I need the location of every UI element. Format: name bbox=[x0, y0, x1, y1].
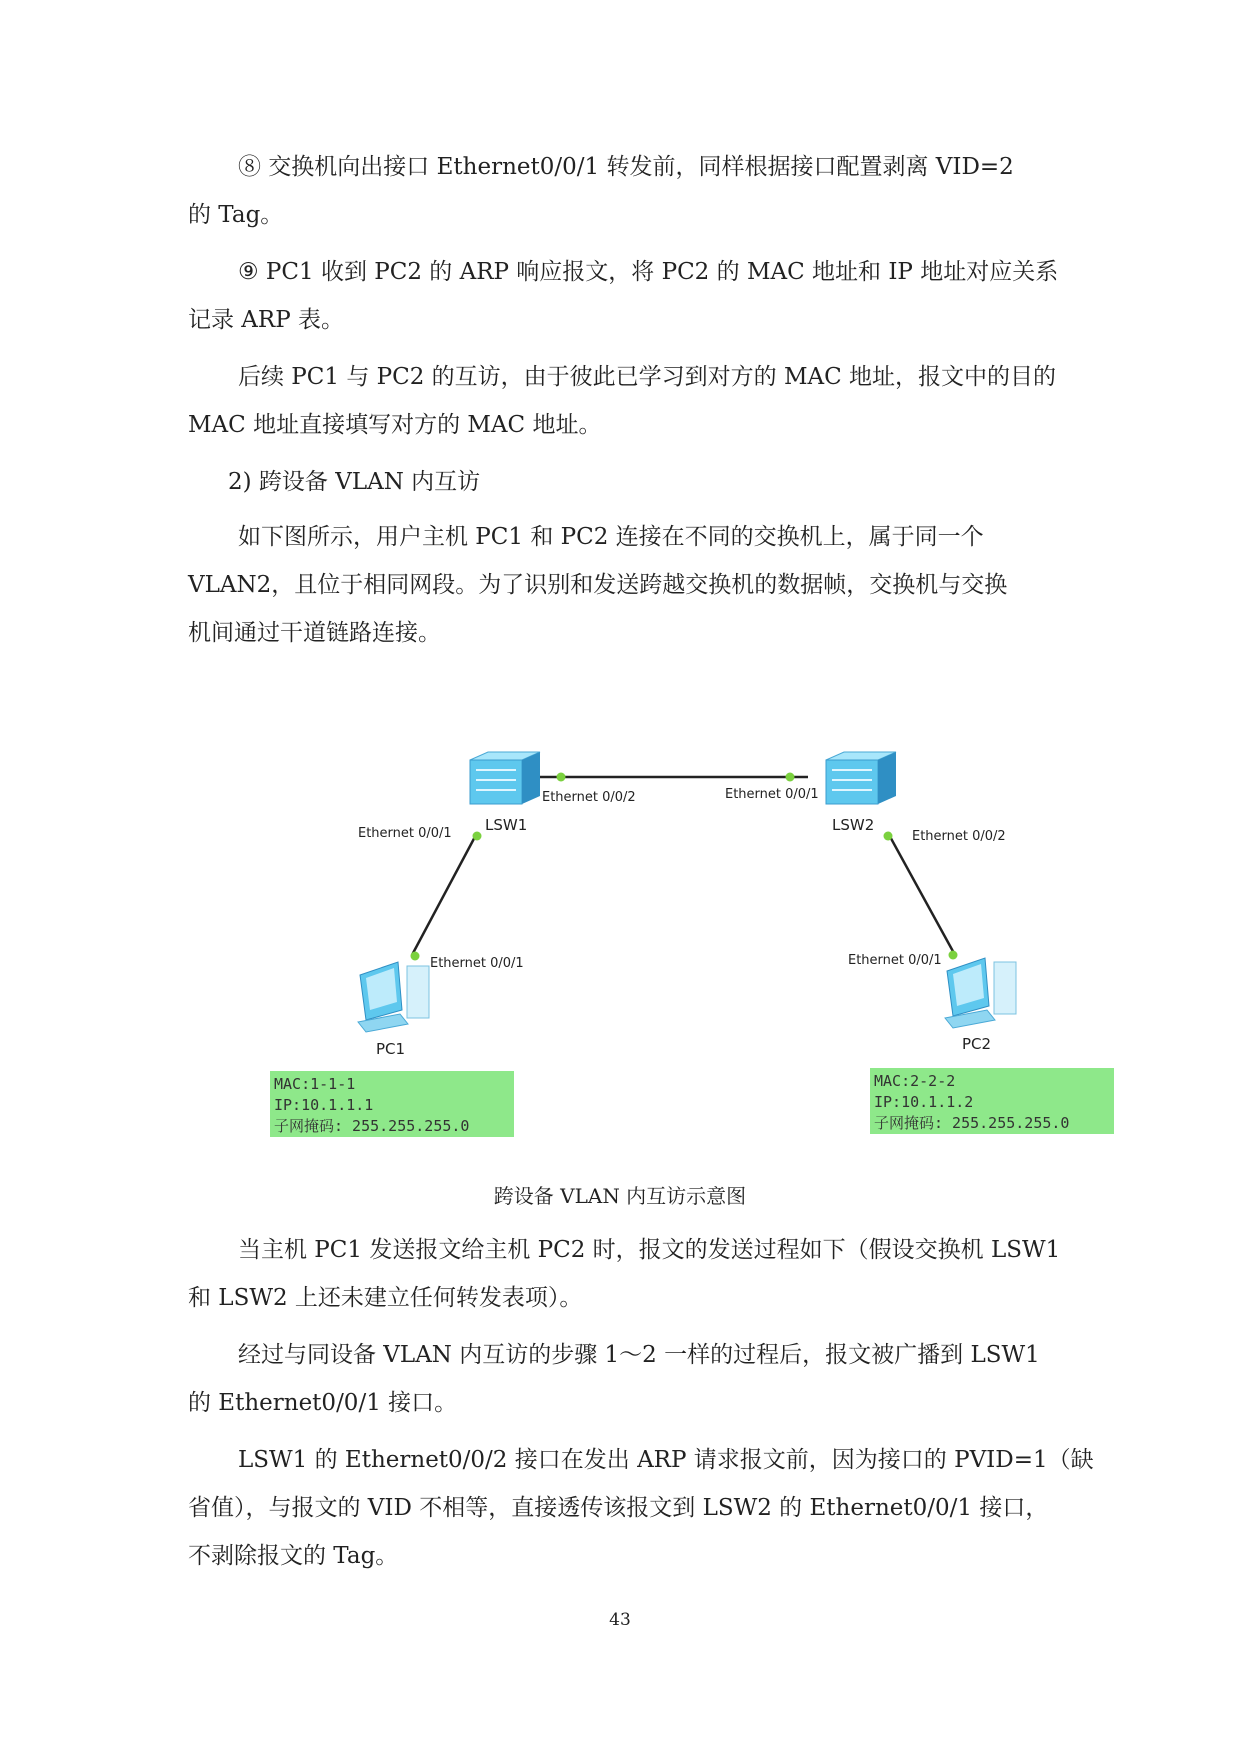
port-dot bbox=[557, 773, 566, 782]
port-dot bbox=[473, 832, 482, 841]
para-intro-line1: 如下图所示，用户主机 PC1 和 PC2 连接在不同的交换机上，属于同一个 bbox=[238, 524, 984, 550]
pc1-mask: 子网掩码: 255.255.255.0 bbox=[274, 1117, 470, 1135]
para-step9-line2: 记录 ARP 表。 bbox=[188, 307, 345, 333]
para-step8-line1: ⑧ 交换机向出接口 Ethernet0/0/1 转发前，同样根据接口配置剥离 VID=2 bbox=[238, 154, 1014, 180]
port-dot bbox=[884, 832, 893, 841]
section-heading: 2) 跨设备 VLAN 内互访 bbox=[228, 469, 481, 495]
para-pvid-line2: 省值），与报文的 VID 不相等，直接透传该报文到 LSW2 的 Ethernet0/0/1 接口， bbox=[188, 1495, 1049, 1521]
pc1-label: PC1 bbox=[376, 1040, 406, 1058]
para-broadcast-line1: 经过与同设备 VLAN 内互访的步骤 1～2 一样的过程后，报文被广播到 LSW1 bbox=[238, 1342, 1040, 1368]
pc2-port-label: Ethernet 0/0/1 bbox=[848, 953, 942, 968]
para-followup-line1: 后续 PC1 与 PC2 的互访，由于彼此已学习到对方的 MAC 地址，报文中的目的 bbox=[238, 364, 1057, 390]
pc-icon-pc2 bbox=[945, 958, 1016, 1028]
page-number: 43 bbox=[609, 1610, 631, 1630]
pc1-info-box bbox=[270, 1071, 514, 1137]
lsw2-label: LSW2 bbox=[832, 816, 875, 834]
pc2-mac: MAC:2-2-2 bbox=[874, 1072, 956, 1090]
lsw2-port-e1-label: Ethernet 0/0/1 bbox=[725, 787, 819, 802]
pc2-mask: 子网掩码: 255.255.255.0 bbox=[874, 1114, 1070, 1132]
port-dot bbox=[949, 951, 958, 960]
switch-icon-lsw1 bbox=[470, 752, 540, 804]
lsw1-port-e1-label: Ethernet 0/0/1 bbox=[358, 826, 452, 841]
link-lsw2-pc2 bbox=[888, 833, 955, 955]
para-send-line1: 当主机 PC1 发送报文给主机 PC2 时，报文的发送过程如下（假设交换机 LSW1 bbox=[238, 1237, 1061, 1263]
lsw1-port-e2-label: Ethernet 0/0/2 bbox=[542, 790, 636, 805]
pc2-ip: IP:10.1.1.2 bbox=[874, 1093, 974, 1111]
para-intro-line3: 机间通过干道链路连接。 bbox=[188, 620, 441, 646]
figure-caption: 跨设备 VLAN 内互访示意图 bbox=[493, 1184, 747, 1208]
port-dot bbox=[786, 773, 795, 782]
lsw2-port-e2-label: Ethernet 0/0/2 bbox=[912, 829, 1006, 844]
para-intro-line2: VLAN2，且位于相同网段。为了识别和发送跨越交换机的数据帧，交换机与交换 bbox=[188, 572, 1008, 598]
pc2-info-box bbox=[870, 1068, 1114, 1134]
pc1-port-label: Ethernet 0/0/1 bbox=[430, 956, 524, 971]
port-dot bbox=[411, 952, 420, 961]
switch-icon-lsw2 bbox=[826, 752, 896, 804]
para-broadcast-line2: 的 Ethernet0/0/1 接口。 bbox=[188, 1390, 458, 1416]
link-lsw1-pc1 bbox=[412, 833, 477, 955]
lsw1-label: LSW1 bbox=[485, 816, 528, 834]
pc-icon-pc1 bbox=[358, 962, 429, 1032]
para-pvid-line3: 不剥除报文的 Tag。 bbox=[188, 1543, 399, 1569]
pc1-ip: IP:10.1.1.1 bbox=[274, 1096, 374, 1114]
pc2-label: PC2 bbox=[962, 1035, 992, 1053]
para-send-line2: 和 LSW2 上还未建立任何转发表项）。 bbox=[188, 1285, 583, 1311]
para-step8-line2: 的 Tag。 bbox=[188, 202, 284, 228]
para-step9-line1: ⑨ PC1 收到 PC2 的 ARP 响应报文，将 PC2 的 MAC 地址和 IP 地址对应关系 bbox=[238, 259, 1059, 285]
para-followup-line2: MAC 地址直接填写对方的 MAC 地址。 bbox=[188, 412, 602, 438]
pc1-mac: MAC:1-1-1 bbox=[274, 1075, 356, 1093]
para-pvid-line1: LSW1 的 Ethernet0/0/2 接口在发出 ARP 请求报文前，因为接口的 PVID=1（缺 bbox=[238, 1447, 1094, 1473]
